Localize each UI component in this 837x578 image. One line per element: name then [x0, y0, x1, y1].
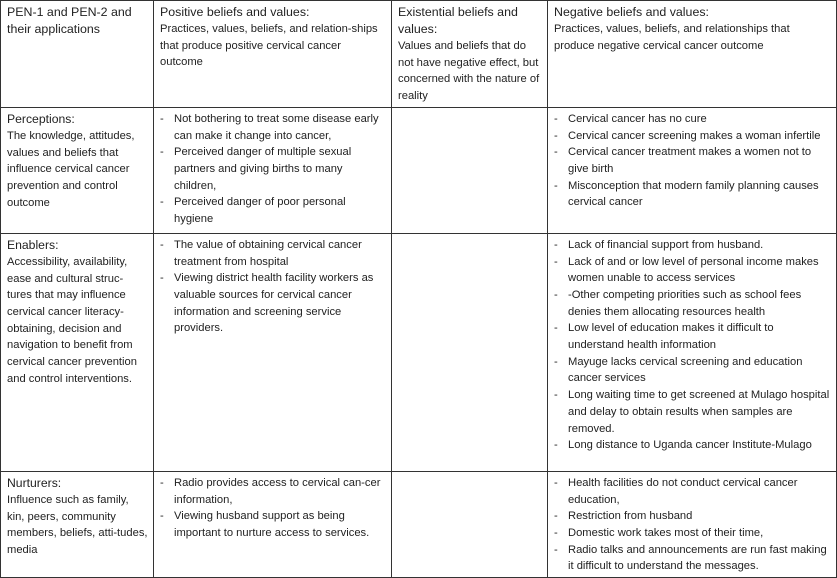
list-item: - Cervical cancer has no cure: [554, 111, 831, 128]
negative-cell: [548, 107, 837, 233]
header-existential-desc: Values and beliefs that do not have negative effect, but concerned with the nature of reality: [398, 40, 540, 103]
list-item: - Domestic work takes most of their time,: [554, 525, 831, 542]
existential-cell: [392, 233, 548, 471]
list-item: - The value of obtaining cervical cancer treatment from hospital: [160, 237, 386, 270]
list-item: - Misconception that modern family planning causes cervical cancer: [554, 178, 831, 211]
table-row: [1, 233, 837, 471]
category-cell: [1, 471, 154, 577]
list-item: - Lack of financial support from husband.: [554, 237, 831, 254]
positive-list: [160, 475, 386, 542]
positive-cell: [154, 107, 392, 233]
list-item: - Viewing husband support as being important to nurture access to services.: [160, 508, 386, 541]
header-cell-positive: [154, 1, 392, 108]
table-row: [1, 107, 837, 233]
header-positive-title: Positive beliefs and values:: [160, 5, 310, 19]
header-negative-title: Negative beliefs and values:: [554, 5, 709, 19]
header-pen-title: PEN-1 and PEN-2 and their applications: [7, 5, 132, 36]
list-item: - Not bothering to treat some disease early can make it change into cancer,: [160, 111, 386, 144]
header-cell-pen: [1, 1, 154, 108]
list-item: - Cervical cancer screening makes a woman infertile: [554, 128, 831, 145]
negative-list: [554, 111, 831, 211]
negative-cell: [548, 233, 837, 471]
header-row: [1, 1, 837, 108]
list-item: - Perceived danger of poor personal hygiene: [160, 194, 386, 227]
category-title: Nurturers:: [7, 475, 62, 490]
category-title: Perceptions:: [7, 111, 75, 126]
category-desc: Influence such as family, kin, peers, community members, beliefs, atti-tudes, media: [7, 493, 148, 556]
positive-list: [160, 237, 386, 337]
header-cell-existential: [392, 1, 548, 108]
list-item: - Cervical cancer treatment makes a women not to give birth: [554, 144, 831, 177]
list-item: - Restriction from husband: [554, 508, 831, 525]
list-item: - Long distance to Uganda cancer Institute-Mulago: [554, 437, 831, 454]
positive-cell: [154, 471, 392, 577]
list-item: - Health facilities do not conduct cervical cancer education,: [554, 475, 831, 508]
header-existential-title: Existential beliefs and values:: [398, 5, 518, 36]
table-row: [1, 471, 837, 577]
negative-list: [554, 475, 831, 575]
header-negative-desc: Practices, values, beliefs, and relationships that produce negative cervical cancer outcome: [554, 23, 790, 52]
existential-cell: [392, 471, 548, 577]
negative-list: [554, 237, 831, 454]
header-cell-negative: [548, 1, 837, 108]
list-item: - Viewing district health facility workers as valuable sources for cervical cancer information and screening service providers.: [160, 270, 386, 337]
positive-cell: [154, 233, 392, 471]
category-cell: [1, 233, 154, 471]
category-cell: [1, 107, 154, 233]
existential-cell: [392, 107, 548, 233]
list-item: - Low level of education makes it difficult to understand health information: [554, 320, 831, 353]
header-positive-desc: Practices, values, beliefs, and relation-ships that produce positive cervical cancer outcome: [160, 23, 378, 69]
list-item: - Radio provides access to cervical can-cer information,: [160, 475, 386, 508]
list-item: - Mayuge lacks cervical screening and education cancer services: [554, 354, 831, 387]
list-item: - Perceived danger of multiple sexual partners and giving births to many children,: [160, 144, 386, 194]
list-item: - Long waiting time to get screened at Mulago hospital and delay to obtain results when samples are removed.: [554, 387, 831, 437]
category-title: Enablers:: [7, 237, 59, 252]
positive-list: [160, 111, 386, 228]
category-desc: The knowledge, attitudes, values and beliefs that influence cervical cancer prevention and control outcome: [7, 129, 135, 209]
list-item: - Lack of and or low level of personal income makes women unable to access services: [554, 254, 831, 287]
category-desc: Accessibility, availability, ease and cultural struc-tures that may influence cervical cancer literacy-obtaining, decision and navigation to benefit from cervical cancer prevention and control interventions.: [7, 255, 137, 385]
list-item: - Radio talks and announcements are run fast making it difficult to understand the messages.: [554, 542, 831, 575]
negative-cell: [548, 471, 837, 577]
list-item: - -Other competing priorities such as school fees denies them allocating resources health: [554, 287, 831, 320]
